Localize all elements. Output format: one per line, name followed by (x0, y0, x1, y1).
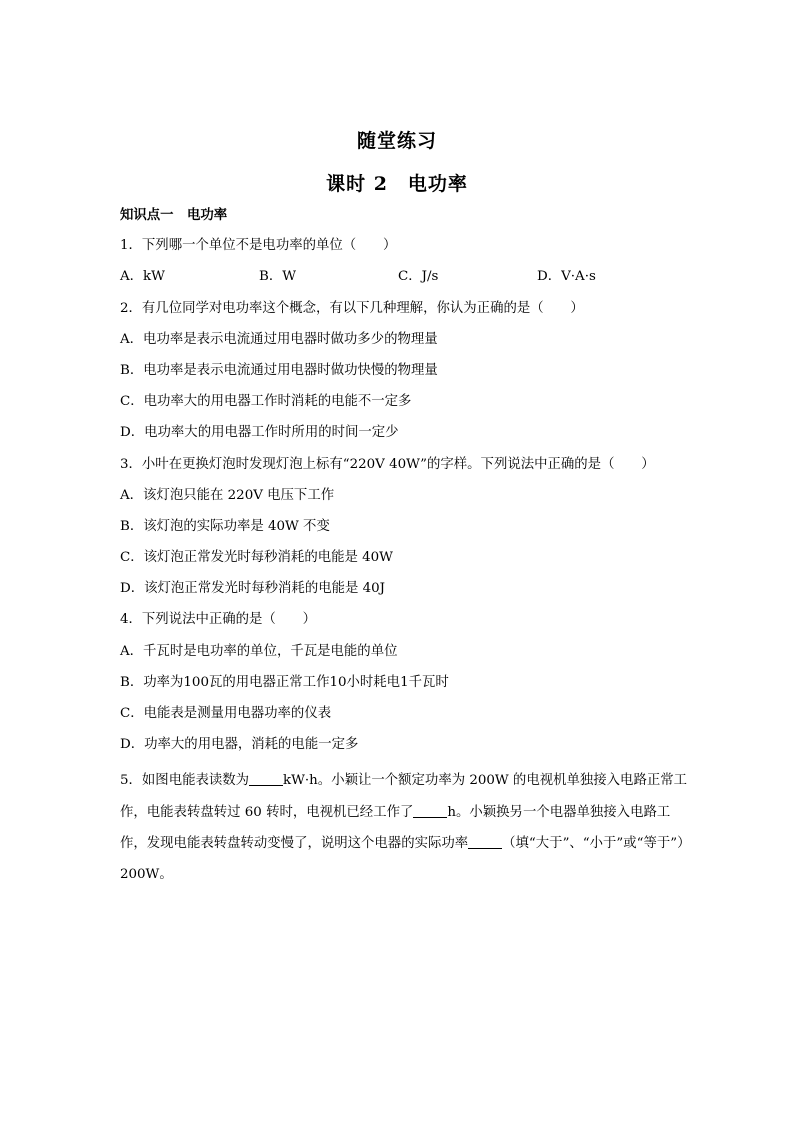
question-4-option-d: D．功率大的用电器，消耗的电能一定多 (120, 737, 359, 753)
question-1-options (120, 266, 690, 297)
section-heading: 知识点一 电功率 (120, 207, 228, 223)
question-5-text-1: 5．如图电能表读数为 (120, 773, 250, 789)
question-5-text-4: （填“大于”、“小于”或“等于”）200W。 (120, 835, 684, 882)
question-1-option-c: C．J/s (398, 269, 439, 285)
question-3-option-c: C．该灯泡正常发光时每秒消耗的电能是 40W (120, 550, 393, 566)
page-title: 随堂练习 (356, 130, 437, 152)
question-1-option-a: A．kW (120, 269, 165, 285)
question-2-option-a: A．电功率是表示电流通过用电器时做功多少的物理量 (120, 331, 438, 347)
answer-blank-2[interactable] (413, 803, 447, 818)
question-4-option-b: B．功率为100瓦的用电器正常工作10小时耗电1千瓦时 (120, 674, 449, 690)
question-3-option-a: A．该灯泡只能在 220V 电压下工作 (120, 487, 335, 503)
question-3-stem: 3．小叶在更换灯泡时发现灯泡上标有“220V 40W”的字样。下列说法中正确的是（ ） (120, 456, 655, 472)
question-5-text-3: h。小颖换另一个电器单独接入电路工作，发现电能表转盘转动变慢了，说明这个电器的实际功率 (120, 804, 671, 851)
question-4-option-c: C．电能表是测量用电器功率的仪表 (120, 706, 332, 721)
answer-blank-1[interactable] (249, 771, 283, 786)
lesson-subtitle: 课时 2 电功率 (326, 173, 468, 195)
question-1-option-d: D．V·A·s (537, 269, 596, 285)
question-2-stem: 2．有几位同学对电功率这个概念，有以下几种理解，你认为正确的是（ ） (120, 300, 584, 316)
question-5-text-2: kW·h。小颖让一个额定功率为 200W 的电视机单独接入电路正常工作，电能表转盘转过 60 转时，电视机已经工作了 (120, 773, 688, 820)
answer-blank-3[interactable] (468, 834, 502, 849)
question-2-option-b: B．电功率是表示电流通过用电器时做功快慢的物理量 (120, 362, 438, 378)
question-1-stem: 1．下列哪一个单位不是电功率的单位（ ） (120, 238, 397, 254)
question-1-option-b: B．W (259, 269, 296, 285)
question-4-option-a: A．千瓦时是电功率的单位，千瓦是电能的单位 (120, 643, 398, 659)
question-4-stem: 4．下列说法中正确的是（ ） (120, 612, 316, 628)
question-2-option-d: D．电功率大的用电器工作时所用的时间一定少 (120, 425, 399, 441)
question-3-option-d: D．该灯泡正常发光时每秒消耗的电能是 40J (120, 581, 386, 597)
exercise-content (120, 204, 690, 890)
question-3-option-b: B．该灯泡的实际功率是 40W 不变 (120, 518, 330, 534)
question-2-option-c: C．电功率大的用电器工作时消耗的电能不一定多 (120, 394, 412, 410)
question-5 (120, 765, 690, 890)
